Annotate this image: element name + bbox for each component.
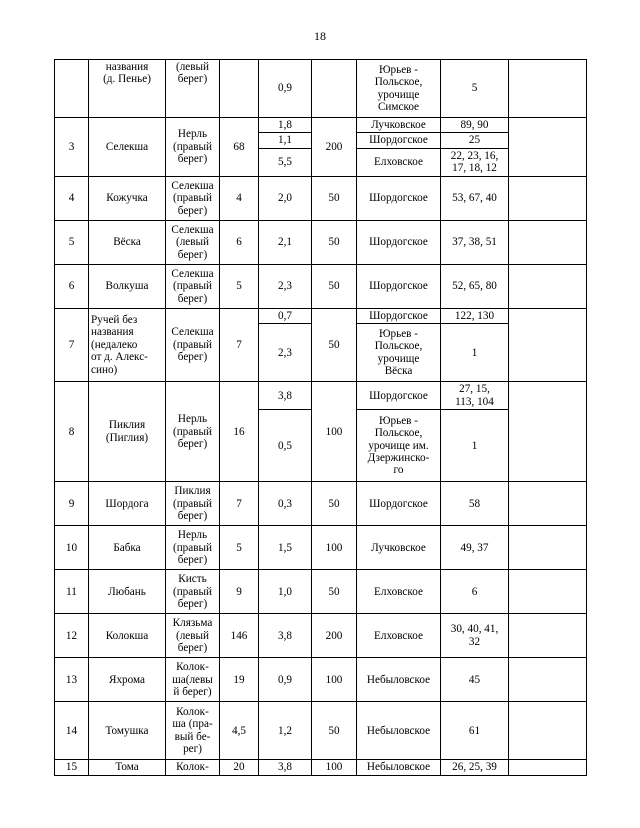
cell-plots: 37, 38, 51 <box>441 220 509 264</box>
table-row <box>55 118 587 133</box>
cell-district: Юрьев - Польское, урочище Вёска <box>357 324 441 382</box>
cell-width: 50 <box>312 570 357 614</box>
table-row <box>55 482 587 526</box>
cell-name: Пиклия (Пиглия) <box>89 382 166 482</box>
cell-name: названия (д. Пенье) <box>89 60 166 118</box>
cell-distance: 1,2 <box>259 702 312 760</box>
cell-plots: 1 <box>441 410 509 482</box>
cell-plots: 45 <box>441 658 509 702</box>
cell-note <box>509 220 587 264</box>
cell-width: 100 <box>312 658 357 702</box>
cell-num: 4 <box>55 176 89 220</box>
cell-width <box>312 60 357 118</box>
cell-length: 4,5 <box>220 702 259 760</box>
cell-plots: 6 <box>441 570 509 614</box>
cell-plots: 27, 15, 113, 104 <box>441 382 509 410</box>
cell-mouth: Селекша (правый берег) <box>166 308 220 381</box>
table-row <box>55 614 587 658</box>
table-row <box>55 760 587 775</box>
cell-note <box>509 760 587 775</box>
cell-district: Небыловское <box>357 658 441 702</box>
cell-mouth: Селекша (правый берег) <box>166 264 220 308</box>
table-row <box>55 264 587 308</box>
cell-distance: 2,0 <box>259 176 312 220</box>
cell-num <box>55 60 89 118</box>
cell-name: Вёска <box>89 220 166 264</box>
cell-district: Шордогское <box>357 308 441 323</box>
cell-name: Тома <box>89 760 166 775</box>
cell-district: Юрьев - Польское, урочище Симское <box>357 60 441 118</box>
cell-plots: 30, 40, 41, 32 <box>441 614 509 658</box>
cell-district: Шордогское <box>357 133 441 148</box>
cell-num: 3 <box>55 118 89 177</box>
cell-note <box>509 702 587 760</box>
cell-district: Шордогское <box>357 264 441 308</box>
cell-width: 50 <box>312 702 357 760</box>
table-row <box>55 220 587 264</box>
cell-name: Томушка <box>89 702 166 760</box>
cell-mouth: Нерль (правый берег) <box>166 118 220 177</box>
cell-name: Любань <box>89 570 166 614</box>
cell-width: 200 <box>312 118 357 177</box>
cell-name: Ручей без названия (недалеко от д. Алекс- сино) <box>89 308 166 381</box>
cell-district: Шордогское <box>357 482 441 526</box>
cell-distance: 5,5 <box>259 148 312 176</box>
cell-mouth: Пиклия (правый берег) <box>166 482 220 526</box>
cell-num: 8 <box>55 382 89 482</box>
cell-mouth: Нерль (правый берег) <box>166 526 220 570</box>
cell-distance: 1,1 <box>259 133 312 148</box>
cell-length: 146 <box>220 614 259 658</box>
cell-name: Бабка <box>89 526 166 570</box>
cell-num: 12 <box>55 614 89 658</box>
table-row <box>55 176 587 220</box>
cell-note <box>509 482 587 526</box>
cell-plots: 53, 67, 40 <box>441 176 509 220</box>
cell-length <box>220 60 259 118</box>
cell-length: 7 <box>220 482 259 526</box>
cell-width: 100 <box>312 760 357 775</box>
page-number: 18 <box>314 29 326 43</box>
cell-width: 200 <box>312 614 357 658</box>
cell-num: 5 <box>55 220 89 264</box>
cell-distance: 3,8 <box>259 382 312 410</box>
cell-distance: 0,5 <box>259 410 312 482</box>
cell-name: Кожучка <box>89 176 166 220</box>
cell-distance: 0,9 <box>259 60 312 118</box>
table-row <box>55 60 587 118</box>
table-row <box>55 658 587 702</box>
cell-district: Шордогское <box>357 220 441 264</box>
cell-length: 4 <box>220 176 259 220</box>
cell-width: 50 <box>312 176 357 220</box>
cell-district: Елховское <box>357 570 441 614</box>
cell-num: 7 <box>55 308 89 381</box>
cell-mouth: Клязьма (левый берег) <box>166 614 220 658</box>
cell-length: 7 <box>220 308 259 381</box>
cell-num: 6 <box>55 264 89 308</box>
cell-mouth: Колок- <box>166 760 220 775</box>
cell-distance: 1,0 <box>259 570 312 614</box>
cell-district: Лучковское <box>357 526 441 570</box>
cell-district: Небыловское <box>357 702 441 760</box>
cell-note <box>509 614 587 658</box>
cell-name: Колокша <box>89 614 166 658</box>
cell-width: 50 <box>312 220 357 264</box>
cell-district: Лучковское <box>357 118 441 133</box>
cell-distance: 3,8 <box>259 614 312 658</box>
cell-length: 68 <box>220 118 259 177</box>
cell-width: 100 <box>312 382 357 482</box>
cell-distance: 2,1 <box>259 220 312 264</box>
cell-distance: 2,3 <box>259 324 312 382</box>
cell-plots: 58 <box>441 482 509 526</box>
cell-num: 9 <box>55 482 89 526</box>
table-row <box>55 526 587 570</box>
cell-name: Шордога <box>89 482 166 526</box>
cell-district: Елховское <box>357 148 441 176</box>
table-row <box>55 308 587 323</box>
cell-plots: 25 <box>441 133 509 148</box>
cell-num: 10 <box>55 526 89 570</box>
cell-note <box>509 526 587 570</box>
table-row <box>55 570 587 614</box>
cell-mouth: Селекша (правый берег) <box>166 176 220 220</box>
cell-plots: 61 <box>441 702 509 760</box>
cell-note <box>509 176 587 220</box>
cell-distance: 3,8 <box>259 760 312 775</box>
cell-width: 50 <box>312 482 357 526</box>
cell-num: 14 <box>55 702 89 760</box>
cell-mouth: Селекша (левый берег) <box>166 220 220 264</box>
cell-mouth: (левый берег) <box>166 60 220 118</box>
cell-width: 50 <box>312 264 357 308</box>
cell-length: 5 <box>220 526 259 570</box>
table-row <box>55 382 587 410</box>
cell-name: Волкуша <box>89 264 166 308</box>
cell-plots: 5 <box>441 60 509 118</box>
cell-note <box>509 570 587 614</box>
river-table <box>54 59 587 776</box>
cell-plots: 89, 90 <box>441 118 509 133</box>
cell-num: 15 <box>55 760 89 775</box>
cell-note <box>509 60 587 118</box>
cell-plots: 26, 25, 39 <box>441 760 509 775</box>
cell-length: 9 <box>220 570 259 614</box>
cell-note <box>509 264 587 308</box>
cell-district: Небыловское <box>357 760 441 775</box>
cell-name: Яхрома <box>89 658 166 702</box>
cell-note <box>509 382 587 482</box>
cell-mouth: Нерль (правый берег) <box>166 382 220 482</box>
cell-distance: 0,3 <box>259 482 312 526</box>
cell-name: Селекша <box>89 118 166 177</box>
cell-width: 100 <box>312 526 357 570</box>
cell-length: 20 <box>220 760 259 775</box>
cell-district: Елховское <box>357 614 441 658</box>
cell-distance: 0,7 <box>259 308 312 323</box>
cell-plots: 1 <box>441 324 509 382</box>
cell-num: 13 <box>55 658 89 702</box>
cell-district: Шордогское <box>357 382 441 410</box>
cell-length: 6 <box>220 220 259 264</box>
cell-plots: 22, 23, 16, 17, 18, 12 <box>441 148 509 176</box>
cell-distance: 2,3 <box>259 264 312 308</box>
cell-mouth: Кисть (правый берег) <box>166 570 220 614</box>
cell-plots: 122, 130 <box>441 308 509 323</box>
cell-distance: 1,5 <box>259 526 312 570</box>
cell-district: Шордогское <box>357 176 441 220</box>
cell-length: 5 <box>220 264 259 308</box>
cell-length: 16 <box>220 382 259 482</box>
cell-distance: 1,8 <box>259 118 312 133</box>
cell-mouth: Колок- ша (пра- вый бе- рег) <box>166 702 220 760</box>
cell-note <box>509 308 587 381</box>
cell-plots: 49, 37 <box>441 526 509 570</box>
table-row <box>55 702 587 760</box>
cell-distance: 0,9 <box>259 658 312 702</box>
cell-length: 19 <box>220 658 259 702</box>
cell-district: Юрьев - Польское, урочище им. Дзержинско- го <box>357 410 441 482</box>
cell-mouth: Колок- ша(левы й берег) <box>166 658 220 702</box>
cell-plots: 52, 65, 80 <box>441 264 509 308</box>
cell-width: 50 <box>312 308 357 381</box>
cell-num: 11 <box>55 570 89 614</box>
cell-note <box>509 118 587 177</box>
cell-note <box>509 658 587 702</box>
